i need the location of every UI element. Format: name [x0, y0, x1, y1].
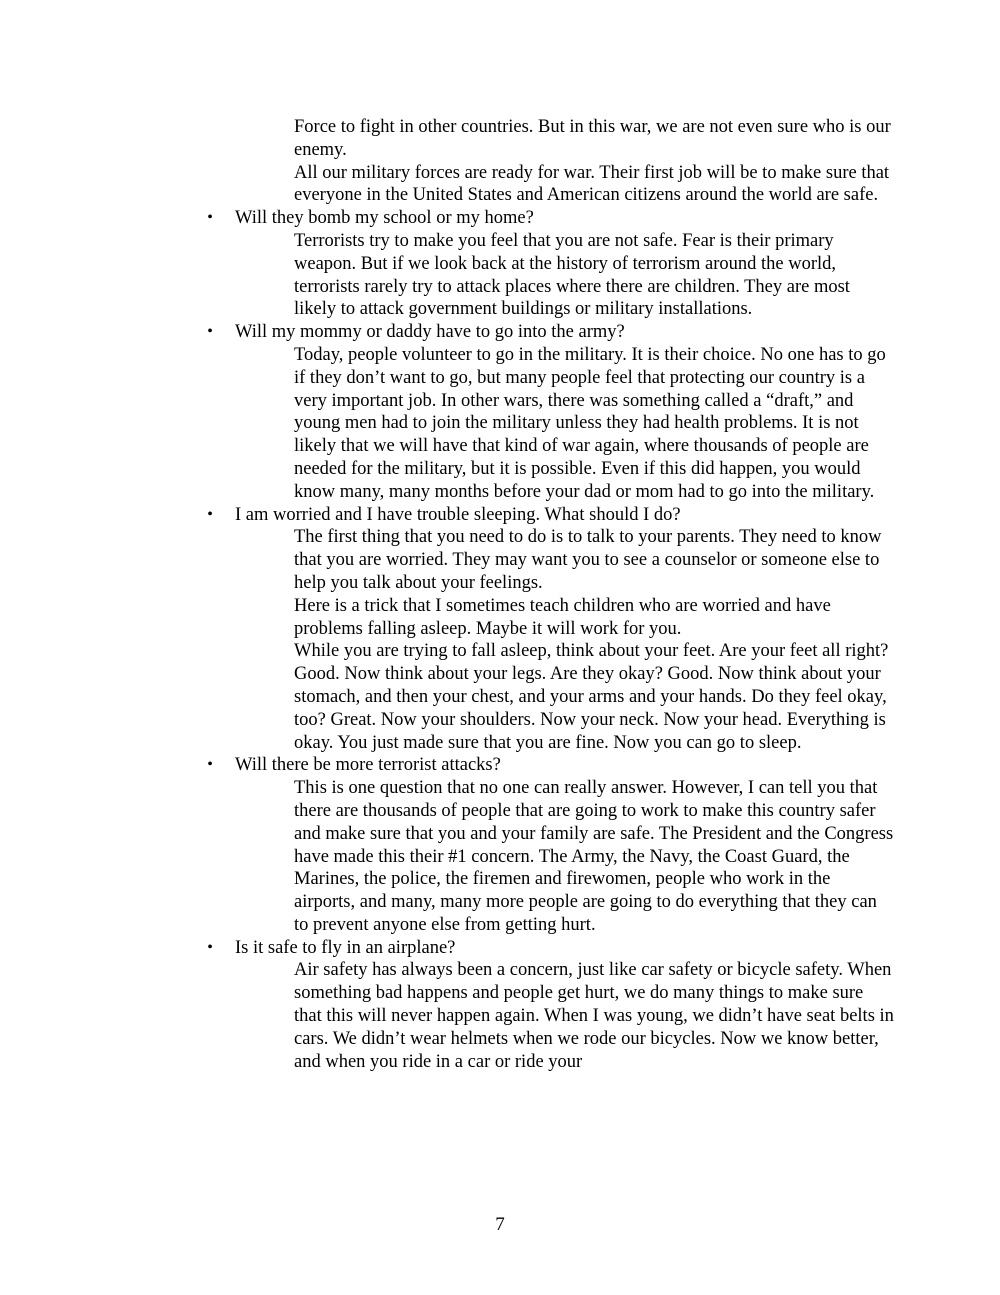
- bullet-icon: •: [207, 323, 213, 341]
- answer-block: [294, 230, 894, 321]
- qa-item: [0, 207, 1000, 321]
- bullet-icon: •: [207, 938, 213, 956]
- page-number: 7: [495, 1214, 505, 1235]
- answer-paragraph: Terrorists try to make you feel that you are not safe. Fear is their primary weapon. But if we look back at the history of terrorism around the world, terrorists rarely try to attack places where there are children. They are most likely to attack government buildings or military installations.: [294, 230, 850, 320]
- question-text: Is it safe to fly in an airplane?: [235, 937, 456, 958]
- answer-paragraph: This is one question that no one can really answer. However, I can tell you that there are thousands of people that are going to work to make this country safer and make sure that you and your family are safe. The President and the Congress have made this their #1 concern. The Army, the Navy, the Coast Guard, the Marines, the police, the firemen and firewomen, people who work in the airports, and many, many more people are going to do everything that they can to prevent anyone else from getting hurt.: [294, 778, 894, 935]
- bullet-icon: •: [207, 209, 213, 227]
- question-text: Will they bomb my school or my home?: [235, 208, 534, 229]
- bullet-icon: •: [207, 505, 213, 523]
- answer-paragraph: Today, people volunteer to go in the military. It is their choice. No one has to go if they don’t want to go, but many people feel that protecting our country is a very important job. In other wars, there was something called a “draft,” and young men had to join the military unless they had health problems. It is not likely that we will have that kind of war again, where thousands of people are needed for the military, but it is possible. Even if this did happen, you would know many, many months before your dad or mom had to go into the military.: [294, 344, 886, 502]
- question-text: Will there be more terrorist attacks?: [235, 755, 501, 776]
- question-text: Will my mommy or daddy have to go into the army?: [235, 322, 625, 343]
- bullet-icon: •: [207, 756, 213, 774]
- qa-item: [0, 937, 1000, 1074]
- qa-item: [0, 754, 1000, 936]
- answer-block: [294, 959, 894, 1073]
- answer-paragraph: Here is a trick that I sometimes teach children who are worried and have problems falling asleep. Maybe it will work for you.: [294, 595, 831, 639]
- answer-paragraph: While you are trying to fall asleep, think about your feet. Are your feet all right? Good. Now think about your legs. Are they okay? Good. Now think about your stomach, and then your chest, and your arms and your hands. Do they feel okay, too? Great. Now your shoulders. Now your neck. Now your head. Everything is okay. You just made sure that you are fine. Now you can go to sleep.: [294, 641, 889, 753]
- question-item: [0, 207, 1000, 230]
- answer-paragraph: Air safety has always been a concern, just like car safety or bicycle safety. When something bad happens and people get hurt, we do many things to make sure that this will never happen again. When I was young, we didn’t have seat belts in cars. We didn’t wear helmets when we rode our bicycles. Now we know better, and when you ride in a car or ride your: [294, 960, 894, 1072]
- page-body: [0, 116, 1000, 1073]
- answer-paragraph: The first thing that you need to do is to talk to your parents. They need to know that you are worried. They may want you to see a counselor or someone else to help you talk about your feelings.: [294, 527, 882, 593]
- question-item: [0, 504, 1000, 527]
- question-item: [0, 754, 1000, 777]
- intro-paragraph: All our military forces are ready for war. Their first job will be to make sure that everyone in the United States and American citizens around the world are safe.: [294, 162, 890, 206]
- intro-continuation: [294, 116, 894, 207]
- qa-item: [0, 504, 1000, 755]
- answer-block: [294, 344, 894, 504]
- question-item: [0, 321, 1000, 344]
- question-text: I am worried and I have trouble sleeping. What should I do?: [235, 504, 681, 525]
- answer-block: [294, 777, 894, 937]
- question-item: [0, 937, 1000, 960]
- intro-paragraph: Force to fight in other countries. But in this war, we are not even sure who is our enemy.: [294, 117, 891, 160]
- qa-item: [0, 321, 1000, 503]
- answer-block: [294, 526, 894, 754]
